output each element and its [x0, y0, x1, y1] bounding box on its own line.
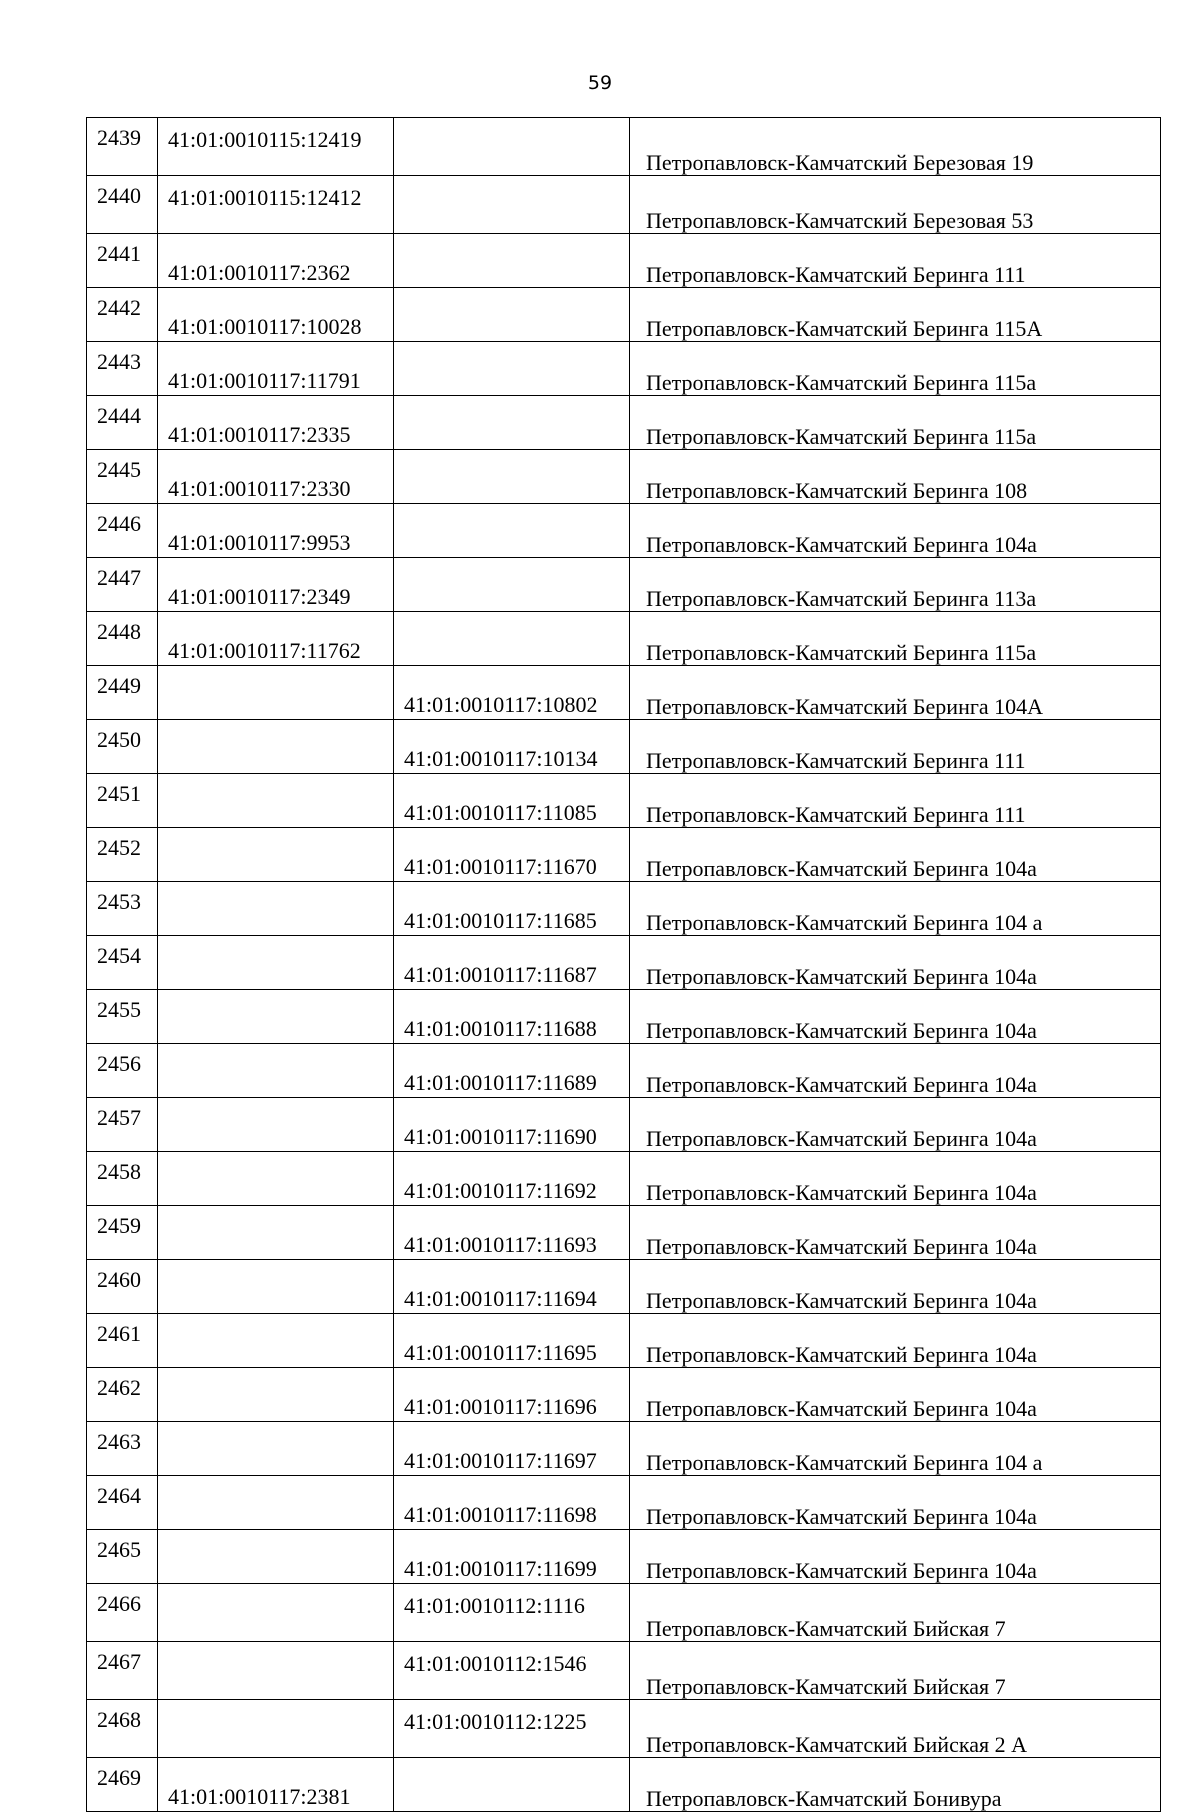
- cadastral-number-cell: 41:01:0010115:12412: [158, 176, 394, 234]
- address-cell: Петропавловск-Камчатский Бийская 7: [630, 1584, 1161, 1642]
- table-row: [87, 1700, 1161, 1758]
- building-cadastral-number-cell: [394, 558, 630, 612]
- building-cadastral-number-cell: 41:01:0010117:11670: [394, 828, 630, 882]
- address-cell: Петропавловск-Камчатский Беринга 115а: [630, 612, 1161, 666]
- building-cadastral-number-cell: [394, 342, 630, 396]
- cadastral-number-cell: [158, 1206, 394, 1260]
- address-cell: Петропавловск-Камчатский Беринга 104а: [630, 1206, 1161, 1260]
- row-number-cell: 2442: [87, 288, 158, 342]
- row-number-cell: 2469: [87, 1758, 158, 1812]
- address-cell: Петропавловск-Камчатский Беринга 104а: [630, 1152, 1161, 1206]
- address-cell: Петропавловск-Камчатский Беринга 111: [630, 234, 1161, 288]
- table-row: [87, 1152, 1161, 1206]
- cadastral-number-cell: [158, 1642, 394, 1700]
- table-row: [87, 1314, 1161, 1368]
- page-number: 59: [587, 72, 613, 94]
- row-number-cell: 2440: [87, 176, 158, 234]
- cadastral-number-cell: [158, 1530, 394, 1584]
- table-row: [87, 176, 1161, 234]
- address-cell: Петропавловск-Камчатский Бонивура: [630, 1758, 1161, 1812]
- table-row: [87, 342, 1161, 396]
- building-cadastral-number-cell: [394, 1758, 630, 1812]
- building-cadastral-number-cell: 41:01:0010117:10134: [394, 720, 630, 774]
- address-cell: Петропавловск-Камчатский Беринга 104а: [630, 1044, 1161, 1098]
- building-cadastral-number-cell: 41:01:0010117:11699: [394, 1530, 630, 1584]
- row-number-cell: 2465: [87, 1530, 158, 1584]
- building-cadastral-number-cell: 41:01:0010117:11694: [394, 1260, 630, 1314]
- address-cell: Петропавловск-Камчатский Беринга 115а: [630, 396, 1161, 450]
- cadastral-number-cell: [158, 1584, 394, 1642]
- table-row: [87, 450, 1161, 504]
- table-row: [87, 1260, 1161, 1314]
- building-cadastral-number-cell: 41:01:0010117:11695: [394, 1314, 630, 1368]
- cadastral-number-cell: 41:01:0010117:2335: [158, 396, 394, 450]
- table-row: [87, 504, 1161, 558]
- building-cadastral-number-cell: 41:01:0010117:11689: [394, 1044, 630, 1098]
- cadastral-number-cell: [158, 774, 394, 828]
- address-cell: Петропавловск-Камчатский Беринга 104а: [630, 1476, 1161, 1530]
- cadastral-number-cell: [158, 1476, 394, 1530]
- cadastral-number-cell: [158, 882, 394, 936]
- address-cell: Петропавловск-Камчатский Беринга 104а: [630, 1314, 1161, 1368]
- cadastral-number-cell: 41:01:0010117:2381: [158, 1758, 394, 1812]
- table-row: [87, 882, 1161, 936]
- building-cadastral-number-cell: 41:01:0010117:11692: [394, 1152, 630, 1206]
- cadastral-number-cell: 41:01:0010117:11762: [158, 612, 394, 666]
- building-cadastral-number-cell: [394, 118, 630, 176]
- building-cadastral-number-cell: 41:01:0010117:11698: [394, 1476, 630, 1530]
- table-row: [87, 1476, 1161, 1530]
- row-number-cell: 2447: [87, 558, 158, 612]
- address-cell: Петропавловск-Камчатский Беринга 104а: [630, 936, 1161, 990]
- register-table: [86, 117, 1161, 1812]
- building-cadastral-number-cell: [394, 450, 630, 504]
- address-cell: Петропавловск-Камчатский Беринга 104 а: [630, 1422, 1161, 1476]
- row-number-cell: 2459: [87, 1206, 158, 1260]
- row-number-cell: 2444: [87, 396, 158, 450]
- address-cell: Петропавловск-Камчатский Бийская 2 А: [630, 1700, 1161, 1758]
- address-cell: Петропавловск-Камчатский Беринга 104а: [630, 504, 1161, 558]
- cadastral-number-cell: [158, 1700, 394, 1758]
- building-cadastral-number-cell: 41:01:0010112:1546: [394, 1642, 630, 1700]
- cadastral-number-cell: 41:01:0010117:11791: [158, 342, 394, 396]
- row-number-cell: 2456: [87, 1044, 158, 1098]
- building-cadastral-number-cell: 41:01:0010117:11697: [394, 1422, 630, 1476]
- row-number-cell: 2453: [87, 882, 158, 936]
- row-number-cell: 2450: [87, 720, 158, 774]
- cadastral-number-cell: [158, 936, 394, 990]
- address-cell: Петропавловск-Камчатский Беринга 115А: [630, 288, 1161, 342]
- cadastral-number-cell: 41:01:0010115:12419: [158, 118, 394, 176]
- row-number-cell: 2460: [87, 1260, 158, 1314]
- building-cadastral-number-cell: 41:01:0010117:10802: [394, 666, 630, 720]
- building-cadastral-number-cell: 41:01:0010117:11085: [394, 774, 630, 828]
- cadastral-number-cell: [158, 1368, 394, 1422]
- cadastral-number-cell: 41:01:0010117:2330: [158, 450, 394, 504]
- building-cadastral-number-cell: [394, 612, 630, 666]
- row-number-cell: 2461: [87, 1314, 158, 1368]
- table-row: [87, 666, 1161, 720]
- address-cell: Петропавловск-Камчатский Беринга 104а: [630, 1260, 1161, 1314]
- table-row: [87, 1368, 1161, 1422]
- table-row: [87, 774, 1161, 828]
- cadastral-number-cell: [158, 1260, 394, 1314]
- row-number-cell: 2464: [87, 1476, 158, 1530]
- row-number-cell: 2446: [87, 504, 158, 558]
- table-row: [87, 612, 1161, 666]
- cadastral-number-cell: [158, 720, 394, 774]
- address-cell: Петропавловск-Камчатский Березовая 53: [630, 176, 1161, 234]
- row-number-cell: 2467: [87, 1642, 158, 1700]
- address-cell: Петропавловск-Камчатский Беринга 111: [630, 774, 1161, 828]
- building-cadastral-number-cell: 41:01:0010117:11696: [394, 1368, 630, 1422]
- address-cell: Петропавловск-Камчатский Беринга 104а: [630, 990, 1161, 1044]
- table-row: [87, 558, 1161, 612]
- table-row: [87, 1642, 1161, 1700]
- cadastral-number-cell: [158, 828, 394, 882]
- address-cell: Петропавловск-Камчатский Беринга 104 а: [630, 882, 1161, 936]
- register-table-body: [87, 118, 1161, 1812]
- building-cadastral-number-cell: 41:01:0010117:11687: [394, 936, 630, 990]
- table-row: [87, 936, 1161, 990]
- address-cell: Петропавловск-Камчатский Беринга 104а: [630, 828, 1161, 882]
- cadastral-number-cell: 41:01:0010117:2362: [158, 234, 394, 288]
- building-cadastral-number-cell: 41:01:0010117:11685: [394, 882, 630, 936]
- table-row: [87, 396, 1161, 450]
- building-cadastral-number-cell: 41:01:0010112:1116: [394, 1584, 630, 1642]
- building-cadastral-number-cell: 41:01:0010117:11688: [394, 990, 630, 1044]
- row-number-cell: 2468: [87, 1700, 158, 1758]
- address-cell: Петропавловск-Камчатский Беринга 104а: [630, 1368, 1161, 1422]
- cadastral-number-cell: [158, 1314, 394, 1368]
- address-cell: Петропавловск-Камчатский Беринга 108: [630, 450, 1161, 504]
- row-number-cell: 2451: [87, 774, 158, 828]
- cadastral-number-cell: [158, 1152, 394, 1206]
- table-row: [87, 828, 1161, 882]
- address-cell: Петропавловск-Камчатский Березовая 19: [630, 118, 1161, 176]
- building-cadastral-number-cell: [394, 504, 630, 558]
- row-number-cell: 2455: [87, 990, 158, 1044]
- table-row: [87, 1584, 1161, 1642]
- building-cadastral-number-cell: [394, 288, 630, 342]
- cadastral-number-cell: 41:01:0010117:9953: [158, 504, 394, 558]
- table-row: [87, 1206, 1161, 1260]
- table-row: [87, 720, 1161, 774]
- cadastral-number-cell: [158, 1422, 394, 1476]
- table-row: [87, 1422, 1161, 1476]
- row-number-cell: 2443: [87, 342, 158, 396]
- building-cadastral-number-cell: [394, 396, 630, 450]
- building-cadastral-number-cell: 41:01:0010117:11693: [394, 1206, 630, 1260]
- cadastral-number-cell: [158, 666, 394, 720]
- cadastral-number-cell: [158, 990, 394, 1044]
- row-number-cell: 2448: [87, 612, 158, 666]
- address-cell: Петропавловск-Камчатский Беринга 104А: [630, 666, 1161, 720]
- row-number-cell: 2457: [87, 1098, 158, 1152]
- building-cadastral-number-cell: 41:01:0010117:11690: [394, 1098, 630, 1152]
- address-cell: Петропавловск-Камчатский Беринга 104а: [630, 1098, 1161, 1152]
- table-row: [87, 1044, 1161, 1098]
- table-row: [87, 234, 1161, 288]
- building-cadastral-number-cell: [394, 234, 630, 288]
- row-number-cell: 2439: [87, 118, 158, 176]
- table-row: [87, 1758, 1161, 1812]
- row-number-cell: 2454: [87, 936, 158, 990]
- row-number-cell: 2466: [87, 1584, 158, 1642]
- cadastral-number-cell: 41:01:0010117:2349: [158, 558, 394, 612]
- address-cell: Петропавловск-Камчатский Беринга 104а: [630, 1530, 1161, 1584]
- row-number-cell: 2449: [87, 666, 158, 720]
- address-cell: Петропавловск-Камчатский Бийская 7: [630, 1642, 1161, 1700]
- row-number-cell: 2458: [87, 1152, 158, 1206]
- row-number-cell: 2441: [87, 234, 158, 288]
- address-cell: Петропавловск-Камчатский Беринга 111: [630, 720, 1161, 774]
- row-number-cell: 2452: [87, 828, 158, 882]
- address-cell: Петропавловск-Камчатский Беринга 113а: [630, 558, 1161, 612]
- row-number-cell: 2463: [87, 1422, 158, 1476]
- table-row: [87, 118, 1161, 176]
- cadastral-number-cell: 41:01:0010117:10028: [158, 288, 394, 342]
- building-cadastral-number-cell: [394, 176, 630, 234]
- cadastral-number-cell: [158, 1044, 394, 1098]
- table-row: [87, 990, 1161, 1044]
- row-number-cell: 2462: [87, 1368, 158, 1422]
- address-cell: Петропавловск-Камчатский Беринга 115а: [630, 342, 1161, 396]
- cadastral-number-cell: [158, 1098, 394, 1152]
- building-cadastral-number-cell: 41:01:0010112:1225: [394, 1700, 630, 1758]
- table-row: [87, 1098, 1161, 1152]
- table-row: [87, 1530, 1161, 1584]
- row-number-cell: 2445: [87, 450, 158, 504]
- table-row: [87, 288, 1161, 342]
